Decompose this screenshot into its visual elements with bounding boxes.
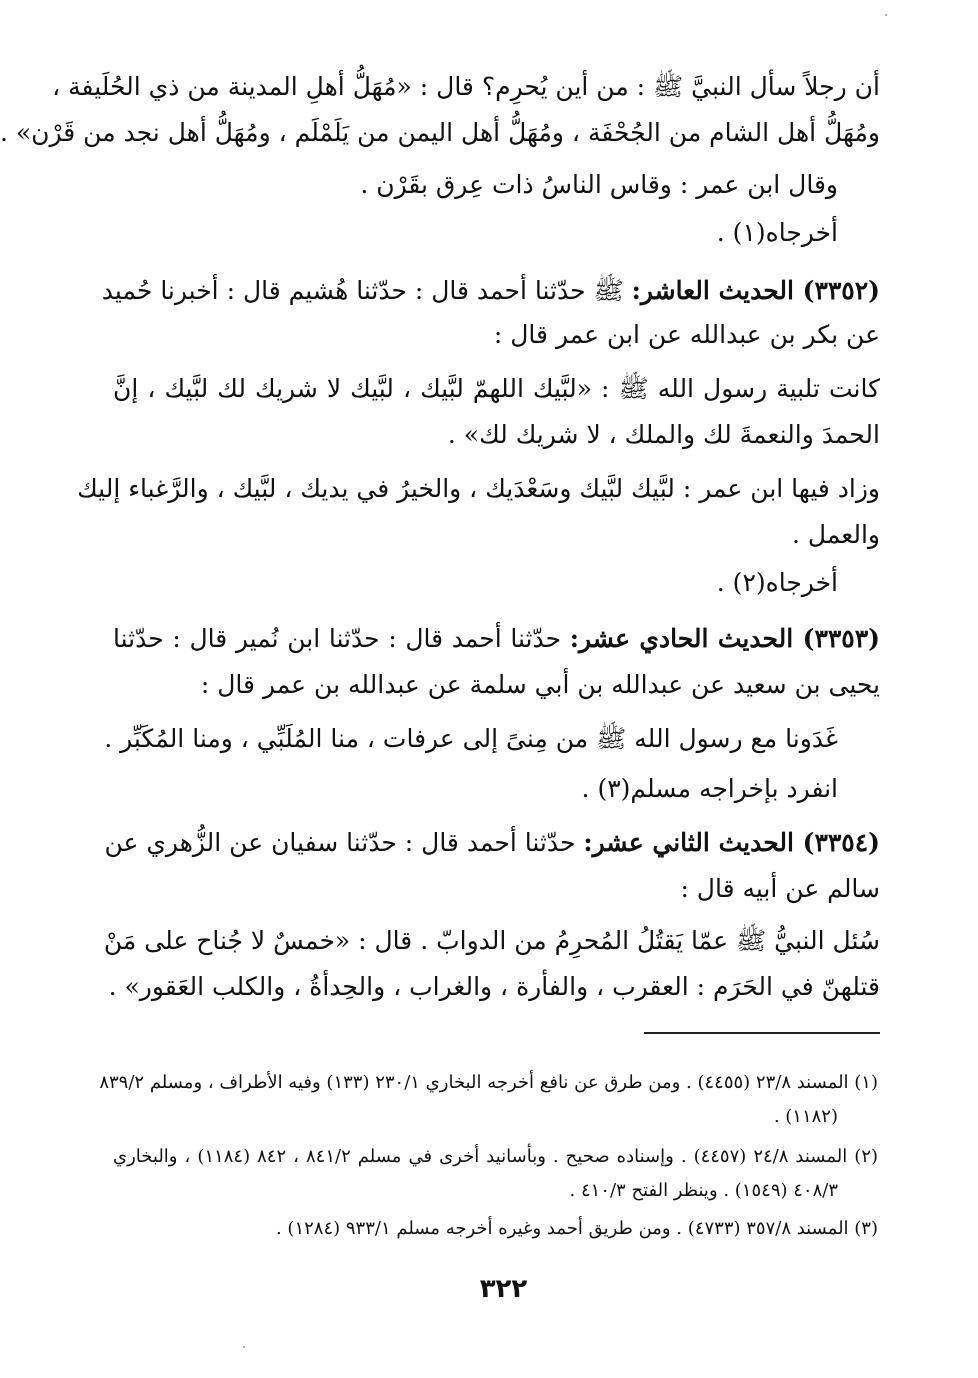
text-line: ومُهَلُّ أهل الشام من الجُحْفَة ، ومُهَلُّ أهل اليمن من يَلَمْلَم ، ومُهَلُّ أهل نجد من قَرْن» . — [0, 118, 880, 147]
text-line: يحيى بن سعيد عن عبدالله بن أبي سلمة عن عبدالله بن عمر قال : — [200, 670, 880, 699]
hadith-heading: (٣٣٥٣) الحديث الحادي عشر: — [569, 624, 881, 653]
hadith-heading: (٣٣٥٢) الحديث العاشر: — [631, 276, 880, 305]
hadith-heading-line: (٣٣٥٣) الحديث الحادي عشر: حدّثنا أحمد قال : حدّثنا ابن نُمير قال : حدّثنا — [113, 624, 881, 653]
hadith-heading-line: (٣٣٥٢) الحديث العاشر: ﷺ حدّثنا أحمد قال : حدّثنا هُشيم قال : أخبرنا حُميد — [101, 276, 880, 305]
text-line: أن رجلاً سأل النبيَّ ﷺ : من أين يُحرِم؟ قال : «مُهَلُّ أهلِ المدينة من ذي الحُلَيفة ، — [52, 72, 880, 101]
text-line: الحمدَ والنعمةَ لك والملك ، لا شريك لك» . — [447, 420, 880, 449]
text-line: والعمل . — [792, 520, 880, 549]
page-number: ٣٢٢ — [479, 1274, 528, 1304]
takhrij-note: انفرد بإخراجه مسلم(٣) . — [581, 774, 838, 803]
scan-speck — [243, 1346, 245, 1348]
text-line: سالم عن أبيه قال : — [680, 874, 880, 903]
footnote-2: (٢) المسند ٢٤/٨ (٤٤٥٧) . وإسناده صحيح . وبأسانيد أخرى في مسلم ٨٤١/٢ ، ٨٤٢ (١١٨٤) ، والبخاري — [113, 1146, 879, 1167]
hadith-heading-line: (٣٣٥٤) الحديث الثاني عشر: حدّثنا أحمد قال : حدّثنا سفيان عن الزُّهري عن — [104, 828, 880, 857]
text-line: قتلهنّ في الحَرَم : العقرب ، والفأرة ، والغراب ، والحِدأةُ ، والكلب العَقور» . — [108, 972, 880, 1001]
hadith-heading: (٣٣٥٤) الحديث الثاني عشر: — [583, 828, 880, 857]
footnote-1: (١) المسند ٢٣/٨ (٤٤٥٥) . ومن طرق عن نافع أخرجه البخاري ٢٣٠/١ (١٣٣) وفيه الأطراف ، ومسلم ٨٣٩/٢ — [99, 1072, 878, 1093]
text-line: كانت تلبية رسول الله ﷺ : «لبَّيك اللهمّ لبَّيك ، لبَّيك لا شريك لك لبَّيك ، إنَّ — [113, 374, 880, 403]
takhrij-note: أخرجاه(١) . — [716, 218, 838, 247]
scan-speck — [885, 14, 887, 16]
text-line: عن بكر بن عبدالله عن ابن عمر قال : — [493, 320, 880, 349]
text-line: وقال ابن عمر : وقاس الناسُ ذات عِرق بقَرْن . — [360, 170, 838, 199]
footnote-2-cont: ٤٠٨/٣ (١٥٤٩) . وينظر الفتح ٤١٠/٣ . — [569, 1180, 838, 1201]
footnote-1-cont: (١١٨٢) . — [773, 1106, 838, 1127]
takhrij-note: أخرجاه(٢) . — [716, 568, 838, 597]
text-line: غَدَونا مع رسول الله ﷺ من مِنىً إلى عرفات ، منا المُلَبِّي ، ومنا المُكَبِّر . — [104, 724, 838, 753]
footnote-3: (٣) المسند ٣٥٧/٨ (٤٧٣٣) . ومن طريق أحمد وغيره أخرجه مسلم ٩٣٣/١ (١٢٨٤) . — [275, 1218, 878, 1239]
footnote-separator — [644, 1032, 880, 1034]
text-line: وزاد فيها ابن عمر : لبَّيك لبَّيك وسَعْدَيك ، والخيرُ في يديك ، لبَّيك ، والرَّغباء إليك — [77, 474, 880, 503]
text-line: سُئل النبيُّ ﷺ عمّا يَقتُلُ المُحرِمُ من الدوابّ . قال : «خمسٌ لا جُناح على مَنْ — [103, 926, 880, 955]
